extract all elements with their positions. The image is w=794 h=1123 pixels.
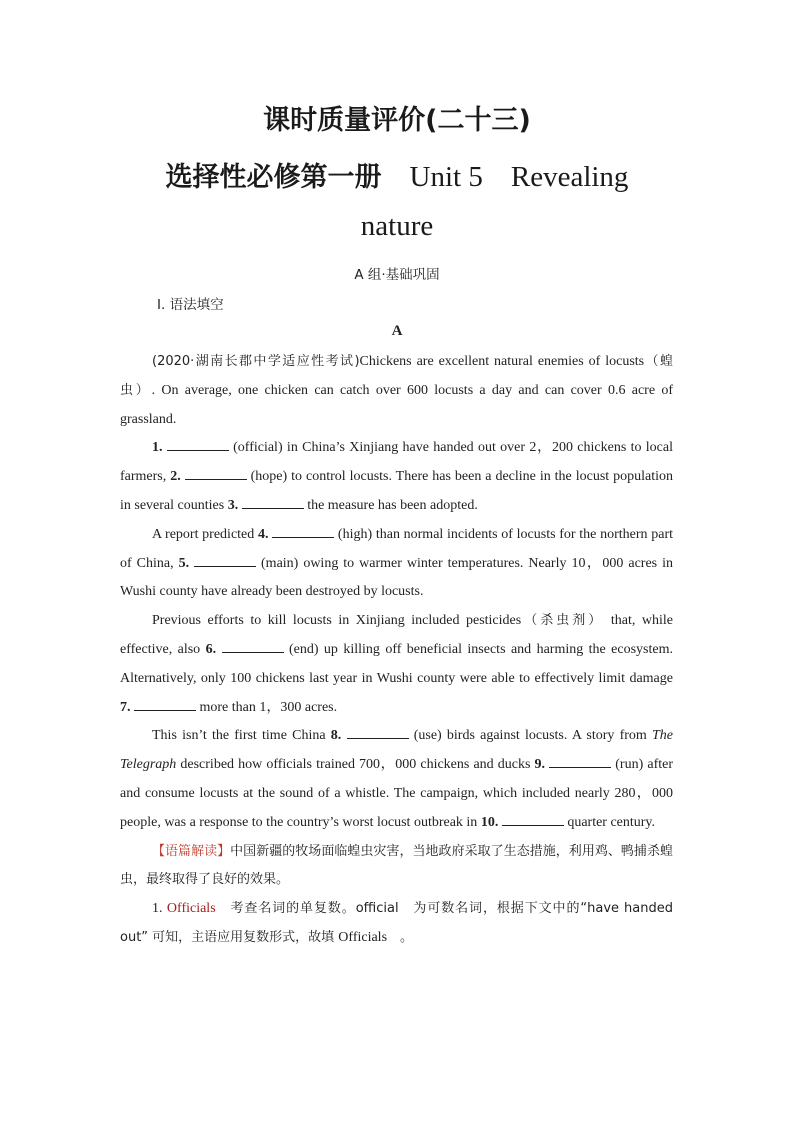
group-heading: A 组·基础巩固 <box>354 267 440 283</box>
blank-number: 9. <box>534 757 546 773</box>
source-title: The Telegraph <box>120 728 674 773</box>
unit-title-continued: nature <box>360 210 434 242</box>
blank-number: 1. <box>152 440 163 456</box>
answer-blank[interactable] <box>222 640 284 653</box>
passage-label: A <box>391 323 403 339</box>
paragraph-3: A report predicted 4. (high) than normal incidents of locusts for the northern part of China, 5. (main) owing to warmer winter temperatures. Nearly 10，000 acres in Wushi county have already been destroyed by locusts. <box>120 526 673 600</box>
blank-number: 3. <box>227 497 239 513</box>
blank-number: 5. <box>178 555 190 571</box>
answer-blank[interactable] <box>347 726 409 739</box>
answer-explanation-1: 1. Officials 考查名词的单复数。official 为可数名词，根据下文中的“have handed out” 可知，主语应用复数形式，故填 Officials 。 <box>120 901 674 945</box>
unit-number: Unit 5 <box>409 161 483 193</box>
answer-blank[interactable] <box>185 467 247 480</box>
blank-number: 8. <box>330 728 342 744</box>
paragraph-2: 1. (official) in China’s Xinjiang have handed out over 2，200 chickens to local farmers, 2. (hope) to control locusts. There has been a decline in the locust population in several counties 3. the measure has been adopted. <box>120 440 674 513</box>
blank-number: 7. <box>120 699 131 715</box>
paragraph-1: (2020·湖南长郡中学适应性考试)Chickens are excellent natural enemies of locusts（蝗虫）. On average, one chicken can catch over 600 locusts a day and can cover 0.6 acre of grassland. <box>120 354 673 427</box>
answer-blank[interactable] <box>242 496 304 509</box>
blank-number: 6. <box>205 641 217 657</box>
page-subtitle <box>0 155 794 194</box>
analysis-tag: 【语篇解读】 <box>152 843 231 859</box>
book-name: 选择性必修第一册 <box>165 162 382 193</box>
passage-body <box>120 348 673 953</box>
answer-blank[interactable] <box>272 525 334 538</box>
section-heading: Ⅰ. 语法填空 <box>157 297 224 313</box>
unit-title-word: Revealing <box>510 161 629 193</box>
answer-blank[interactable] <box>194 554 256 567</box>
blank-number: 2. <box>170 469 181 485</box>
page-title: 课时质量评价(二十三) <box>263 105 531 136</box>
source-note: (2020·湖南长郡中学适应性考试) <box>152 354 360 369</box>
paragraph-5: This isn’t the first time China 8. (use) birds against locusts. A story from The Telegraph described how officials trained 700，000 chickens and ducks 9. (run) after and consume locusts at the sound of a whistle. The campaign, which included nearly 280，000 people, was a response to the country’s worst locust outbreak in 10. quarter century. <box>120 728 674 830</box>
blank-number: 10. <box>480 814 499 830</box>
answer-blank[interactable] <box>134 698 196 711</box>
blank-number: 4. <box>257 526 269 542</box>
passage-analysis: 【语篇解读】中国新疆的牧场面临蝗虫灾害，当地政府采取了生态措施，利用鸡、鸭捕杀蝗虫，最终取得了良好的效果。 <box>120 843 673 888</box>
paragraph-4: Previous efforts to kill locusts in Xinjiang included pesticides（杀虫剂） that, while effective, also 6. (end) up killing off beneficial insects and harming the ecosystem. Alternatively, only 100 chickens last year in Wushi county were able to effectively limit damage 7. more than 1，300 acres. <box>120 613 673 715</box>
answer-blank[interactable] <box>549 755 611 768</box>
answer-blank[interactable] <box>167 438 229 451</box>
answer-blank[interactable] <box>502 813 564 826</box>
answer-text: Officials <box>166 901 216 917</box>
